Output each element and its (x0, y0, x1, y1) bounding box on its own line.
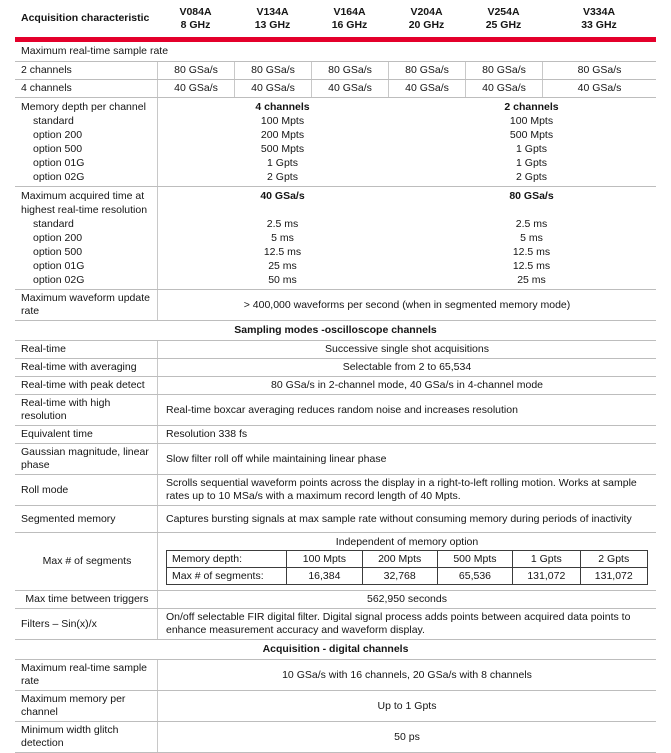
sub-label: standard (33, 115, 74, 127)
segments-table (166, 550, 648, 585)
value: 80 GSa/s in 2-channel mode, 40 GSa/s in 4-channel mode (157, 377, 656, 394)
row-label: Real-time with high resolution (21, 397, 111, 422)
value-cell: 80 GSa/s (388, 62, 465, 79)
row-4-channels (15, 80, 656, 98)
value: 12.5 ms (512, 260, 551, 272)
value: 100 Mpts (260, 115, 305, 127)
column-header: 40 GSa/s (260, 190, 305, 202)
model-name: V334A (582, 5, 616, 18)
model-bandwidth: 33 GHz (581, 18, 617, 31)
value: Slow filter roll off while maintaining linear phase (157, 444, 656, 474)
row-label (15, 187, 157, 289)
row-real-time (15, 341, 656, 359)
value: Resolution 338 fs (157, 426, 656, 443)
segments-header-label: Memory depth: (167, 551, 287, 568)
row-equivalent-time (15, 426, 656, 444)
row-digital-glitch (15, 722, 656, 753)
value: 2.5 ms (515, 218, 548, 230)
depth-cell: 500 Mpts (437, 551, 512, 568)
row-max-segments (15, 533, 656, 591)
header-model-v164a (311, 6, 388, 32)
value-cell: 40 GSa/s (157, 80, 234, 97)
header-model-v204a (388, 6, 465, 32)
sub-label: option 200 (33, 129, 83, 141)
model-name: V164A (333, 5, 366, 18)
value: 1 Gpts (516, 157, 547, 169)
model-name: V084A (179, 5, 212, 18)
row-filters-sinx (15, 609, 656, 640)
row-real-time-high-resolution (15, 395, 656, 426)
count-cell: 131,072 (580, 568, 647, 585)
value-cell: 40 GSa/s (311, 80, 388, 97)
depth-cell: 200 Mpts (362, 551, 437, 568)
value: 5 ms (271, 232, 294, 244)
header-model-v134a (234, 6, 311, 32)
row-label: 4 channels (21, 82, 72, 94)
value: 25 ms (517, 274, 546, 286)
acquired-time-40gsa (158, 189, 407, 287)
header-model-v254a (465, 6, 542, 32)
model-name: V134A (256, 5, 289, 18)
segments-row-label: Max # of segments: (167, 568, 287, 585)
value: Up to 1 Gpts (157, 691, 656, 721)
row-label: Real-time with peak detect (21, 379, 145, 391)
value: 500 Mpts (509, 129, 554, 141)
row-label: Minimum width glitch detection (21, 724, 119, 749)
segments-note: Independent of memory option (335, 536, 479, 548)
row-real-time-averaging (15, 359, 656, 377)
row-label: Equivalent time (21, 428, 93, 440)
model-bandwidth: 20 GHz (408, 18, 445, 31)
depth-cell: 2 Gpts (580, 551, 647, 568)
model-name: V204A (410, 5, 443, 18)
value-cell: 40 GSa/s (234, 80, 311, 97)
count-cell: 131,072 (513, 568, 580, 585)
memory-depth-values (157, 98, 656, 186)
value: > 400,000 waveforms per second (when in segmented memory mode) (157, 290, 656, 320)
value-cell: 80 GSa/s (234, 62, 311, 79)
segments-detail (157, 533, 656, 590)
depth-cell: 100 Mpts (287, 551, 362, 568)
column-header: 2 channels (504, 101, 559, 113)
row-roll-mode (15, 475, 656, 506)
row-2-channels (15, 62, 656, 80)
row-label: Max time between triggers (25, 593, 149, 605)
value-cell: 40 GSa/s (388, 80, 465, 97)
column-header: 80 GSa/s (509, 190, 554, 202)
segments-table-header-row (167, 551, 648, 568)
sub-label: option 200 (33, 232, 83, 244)
value: 50 ms (268, 274, 297, 286)
row-label-title: Maximum acquired time at (21, 190, 145, 202)
row-label: Filters – Sin(x)/x (21, 617, 97, 630)
value-cell: 40 GSa/s (542, 80, 656, 97)
row-label: Real-time with averaging (21, 361, 137, 373)
row-label: Roll mode (21, 483, 69, 496)
value: 1 Gpts (516, 143, 547, 155)
row-label: 2 channels (21, 64, 72, 76)
value-cell: 80 GSa/s (465, 62, 542, 79)
row-label (15, 98, 157, 186)
value: 2.5 ms (266, 218, 299, 230)
value: 2 Gpts (516, 171, 547, 183)
depth-cell: 1 Gpts (513, 551, 580, 568)
row-update-rate (15, 290, 656, 321)
section-max-sample-rate: Maximum real-time sample rate (15, 42, 656, 62)
header-model-v084a (157, 6, 234, 32)
column-header: 4 channels (255, 101, 310, 113)
row-segmented-memory (15, 506, 656, 533)
value: Captures bursting signals at max sample rate without consuming memory during periods of inactivity (157, 506, 656, 532)
value: Successive single shot acquisitions (157, 341, 656, 358)
value: 562,950 seconds (157, 591, 656, 608)
section-title-digital-channels: Acquisition - digital channels (15, 640, 656, 660)
row-label: Max # of segments (42, 555, 132, 567)
model-bandwidth: 16 GHz (331, 18, 368, 31)
count-cell: 16,384 (287, 568, 362, 585)
row-label-title: Memory depth per channel (21, 101, 146, 113)
header-model-v334a (542, 6, 656, 32)
acquired-time-values (157, 187, 656, 289)
row-memory-depth (15, 98, 656, 187)
value: 100 Mpts (509, 115, 554, 127)
spec-table (15, 0, 656, 753)
value: Scrolls sequential waveform points across the display in a right-to-left rolling motion. Works at sample rates up to 10 MSa/s with a maximum record length of 40 Mpts. (157, 475, 656, 505)
value: 200 Mpts (260, 129, 305, 141)
row-label: Maximum waveform update rate (21, 292, 150, 317)
value-cell: 80 GSa/s (542, 62, 656, 79)
sub-label: option 01G (33, 157, 85, 169)
acquired-time-80gsa (407, 189, 656, 287)
count-cell: 32,768 (362, 568, 437, 585)
model-bandwidth: 13 GHz (254, 18, 291, 31)
spacer (407, 203, 656, 217)
model-bandwidth: 8 GHz (180, 18, 211, 31)
row-label-title: highest real-time resolution (21, 204, 148, 216)
row-label: Maximum memory per channel (21, 693, 126, 718)
row-gaussian-magnitude (15, 444, 656, 475)
value: 12.5 ms (263, 246, 302, 258)
value: 25 ms (268, 260, 297, 272)
value: 5 ms (520, 232, 543, 244)
row-max-time-between-triggers (15, 591, 656, 609)
row-label: Real-time (21, 343, 66, 355)
sub-label: option 01G (33, 260, 85, 272)
value: 500 Mpts (260, 143, 305, 155)
digital-rows (15, 660, 656, 753)
section-title-sampling-modes: Sampling modes -oscilloscope channels (15, 321, 656, 341)
spacer (158, 203, 407, 217)
row-real-time-peak-detect (15, 377, 656, 395)
memory-depth-2ch (407, 100, 656, 184)
value: 1 Gpts (267, 157, 298, 169)
value: Selectable from 2 to 65,534 (157, 359, 656, 376)
row-digital-sample-rate (15, 660, 656, 691)
row-digital-memory (15, 691, 656, 722)
value: On/off selectable FIR digital filter. Digital signal process adds points between acquired data points to enhance measurement accuracy and waveform display. (157, 609, 656, 639)
value-cell: 80 GSa/s (157, 62, 234, 79)
sub-label: option 500 (33, 143, 83, 155)
segments-table-value-row (167, 568, 648, 585)
sub-label: standard (33, 218, 74, 230)
row-label: Gaussian magnitude, linear phase (21, 446, 149, 471)
value: 10 GSa/s with 16 channels, 20 GSa/s with 8 channels (157, 660, 656, 690)
value-cell: 40 GSa/s (465, 80, 542, 97)
value: 2 Gpts (267, 171, 298, 183)
value: Real-time boxcar averaging reduces random noise and increases resolution (157, 395, 656, 425)
row-label: Segmented memory (21, 512, 116, 525)
value: 12.5 ms (512, 246, 551, 258)
memory-depth-4ch (158, 100, 407, 184)
sub-label: option 500 (33, 246, 83, 258)
header-characteristic: Acquisition characteristic (21, 12, 150, 24)
model-bandwidth: 25 GHz (485, 18, 522, 31)
sub-label: option 02G (33, 171, 85, 183)
table-header (15, 0, 656, 37)
value: 50 ps (157, 722, 656, 752)
row-max-acquired-time (15, 187, 656, 290)
sub-label: option 02G (33, 274, 85, 286)
model-name: V254A (487, 5, 520, 18)
count-cell: 65,536 (437, 568, 512, 585)
value-cell: 80 GSa/s (311, 62, 388, 79)
row-label: Maximum real-time sample rate (21, 662, 148, 687)
